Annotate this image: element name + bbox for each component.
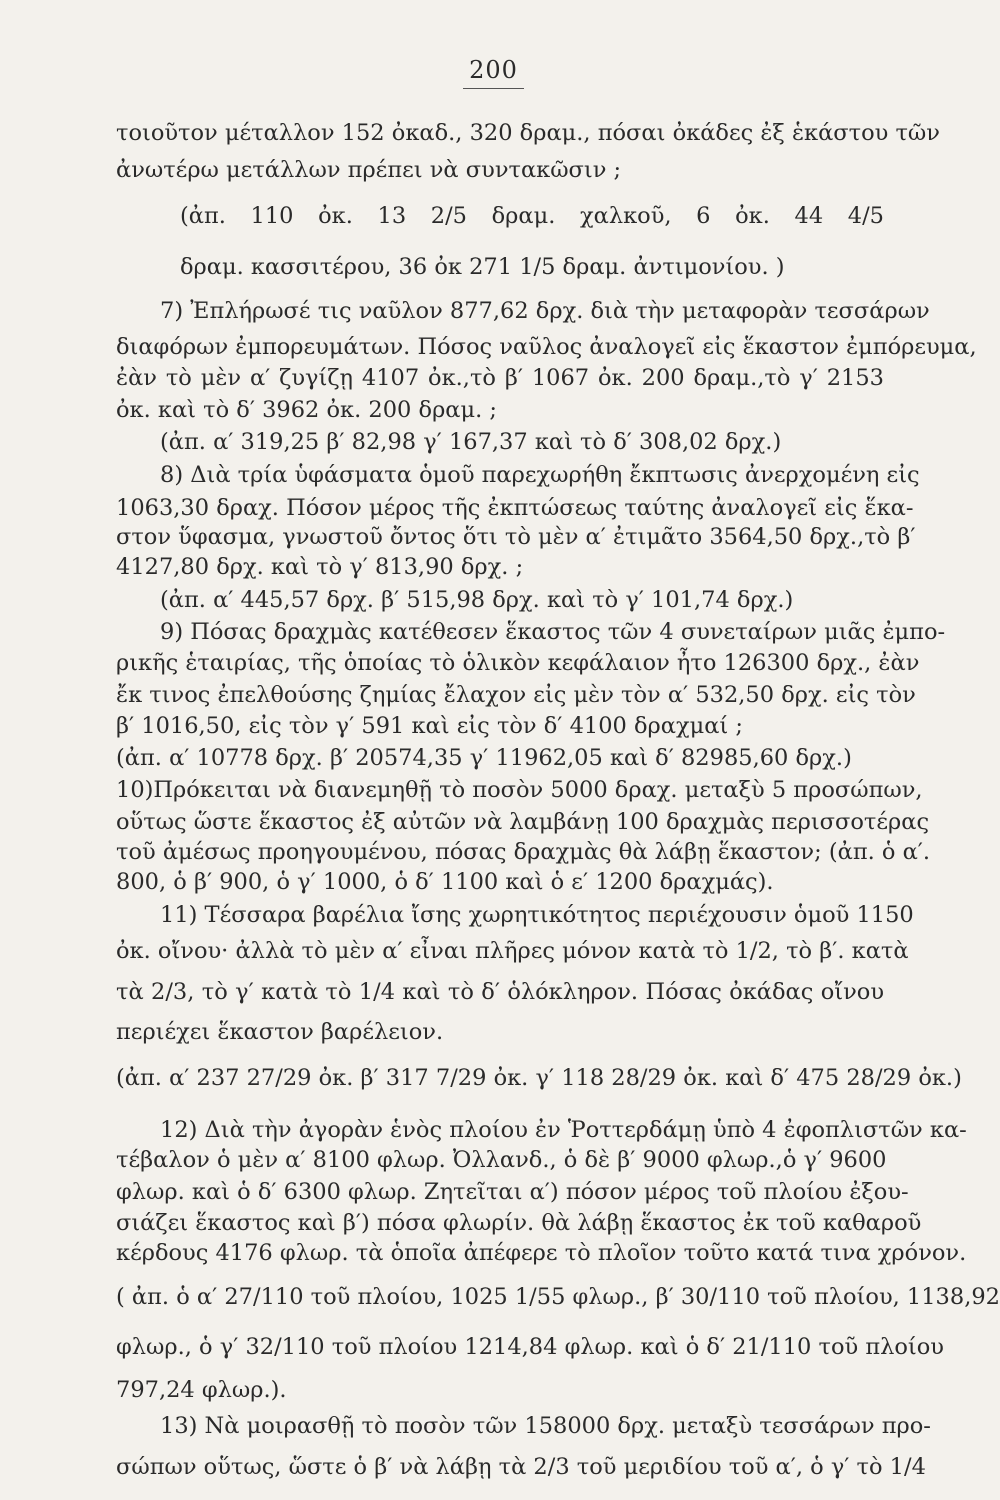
text-line: τέβαλον ὁ μὲν α′ 8100 φλωρ. Ὀλλανδ., ὁ δὲ β′ 9000 φλωρ.,ὁ γ′ 9600 xyxy=(116,1147,887,1173)
text-line: ὀκ. καὶ τὸ δ′ 3962 ὀκ. 200 δραμ. ; xyxy=(116,397,497,423)
text-line: 1063,30 δραχ. Πόσον μέρος τῆς ἐκπτώσεως ταύτης ἀναλογεῖ εἰς ἕκα- xyxy=(116,495,914,521)
problem-line: 9) Πόσας δραχμὰς κατέθεσεν ἕκαστος τῶν 4 συνεταίρων μιᾶς ἐμπο- xyxy=(160,619,946,645)
text-line: τοῦ ἀμέσως προηγουμένου, πόσας δραχμὰς θὰ λάβῃ ἕκαστον; (ἀπ. ὁ α′. xyxy=(116,839,931,865)
text-line: 800, ὁ β′ 900, ὁ γ′ 1000, ὁ δ′ 1100 καὶ ὁ ε′ 1200 δραχμάς). xyxy=(116,869,774,895)
text-line: ἀνωτέρω μετάλλων πρέπει νὰ συντακῶσιν ; xyxy=(116,157,622,183)
text-line: τὰ 2/3, τὸ γ′ κατὰ τὸ 1/4 καὶ τὸ δ′ ὁλόκληρον. Πόσας ὀκάδας οἴνου xyxy=(116,979,884,1005)
text-line: διαφόρων ἐμπορευμάτων. Πόσος ναῦλος ἀναλογεῖ εἰς ἕκαστον ἐμπόρευμα, xyxy=(116,334,977,360)
text-line: 4127,80 δρχ. καὶ τὸ γ′ 813,90 δρχ. ; xyxy=(116,554,524,580)
problem-line: 10)Πρόκειται νὰ διανεμηθῇ τὸ ποσὸν 5000 δραχ. μεταξὺ 5 προσώπων, xyxy=(116,777,923,803)
text-line: φλωρ. καὶ ὁ δ′ 6300 φλωρ. Ζητεῖται α′) πόσον μέρος τοῦ πλοίου ἐξου- xyxy=(116,1179,909,1205)
text-line: στον ὕφασμα, γνωστοῦ ὄντος ὅτι τὸ μὲν α′ ἐτιμᾶτο 3564,50 δρχ.,τὸ β′ xyxy=(116,524,916,550)
problem-line: 13) Νὰ μοιρασθῇ τὸ ποσὸν τῶν 158000 δρχ. μεταξὺ τεσσάρων προ- xyxy=(160,1413,931,1439)
text-line: τοιοῦτον μέταλλον 152 ὀκαδ., 320 δραμ., πόσαι ὀκάδες ἐξ ἑκάστου τῶν xyxy=(116,120,940,146)
answer-line: (ἀπ. α′ 319,25 β′ 82,98 γ′ 167,37 καὶ τὸ δ′ 308,02 δρχ.) xyxy=(160,429,782,455)
text-line: ρικῆς ἑταιρίας, τῆς ὁποίας τὸ ὁλικὸν κεφάλαιον ἦτο 126300 δρχ., ἐὰν xyxy=(116,650,920,676)
text-line: ὀκ. οἴνου· ἀλλὰ τὸ μὲν α′ εἶναι πλῆρες μόνον κατὰ τὸ 1/2, τὸ β′. κατὰ xyxy=(116,938,909,964)
page-number: 200 xyxy=(0,56,987,89)
text-line: περιέχει ἕκαστον βαρέλειον. xyxy=(116,1019,444,1045)
text-line: ἐὰν τὸ μὲν α′ ζυγίζῃ 4107 ὀκ.,τὸ β′ 1067 ὀκ. 200 δραμ.,τὸ γ′ 2153 xyxy=(116,365,884,391)
answer-line: (ἀπ. α′ 445,57 δρχ. β′ 515,98 δρχ. καὶ τὸ γ′ 101,74 δρχ.) xyxy=(160,587,794,613)
answer-line: (ἀπ. α′ 10778 δρχ. β′ 20574,35 γ′ 11962,05 καὶ δ′ 82985,60 δρχ.) xyxy=(116,745,852,771)
answer-line: φλωρ., ὁ γ′ 32/110 τοῦ πλοίου 1214,84 φλωρ. καὶ ὁ δ′ 21/110 τοῦ πλοίου xyxy=(116,1334,944,1360)
answer-line: δραμ. κασσιτέρου, 36 ὀκ 271 1/5 δραμ. ἀντιμονίου. ) xyxy=(180,254,785,280)
problem-line: 7) Ἐπλήρωσέ τις ναῦλον 877,62 δρχ. διὰ τὴν μεταφορὰν τεσσάρων xyxy=(160,298,930,324)
text-line: β′ 1016,50, εἰς τὸν γ′ 591 καὶ εἰς τὸν δ′ 4100 δραχμαί ; xyxy=(116,713,743,739)
problem-line: 12) Διὰ τὴν ἀγορὰν ἑνὸς πλοίου ἐν Ῥοττερδάμῃ ὑπὸ 4 ἐφοπλιστῶν κα- xyxy=(160,1117,967,1143)
answer-line: (ἀπ. 110 ὀκ. 13 2/5 δραμ. χαλκοῦ, 6 ὀκ. 44 4/5 xyxy=(180,203,884,229)
problem-line: 11) Τέσσαρα βαρέλια ἴσης χωρητικότητος περιέχουσιν ὁμοῦ 1150 xyxy=(160,902,914,928)
text-line: σώπων οὕτως, ὥστε ὁ β′ νὰ λάβῃ τὰ 2/3 τοῦ μεριδίου τοῦ α′, ὁ γ′ τὸ 1/4 xyxy=(116,1454,926,1480)
answer-line: ( ἀπ. ὁ α′ 27/110 τοῦ πλοίου, 1025 1/55 φλωρ., β′ 30/110 τοῦ πλοίου, 1138,92 xyxy=(116,1284,1000,1310)
problem-line: 8) Διὰ τρία ὑφάσματα ὁμοῦ παρεχωρήθη ἔκπτωσις ἀνερχομένη εἰς xyxy=(160,462,920,488)
text-line: σιάζει ἕκαστος καὶ β′) πόσα φλωρίν. θὰ λάβῃ ἕκαστος ἐκ τοῦ καθαροῦ xyxy=(116,1210,922,1236)
text-line: κέρδους 4176 φλωρ. τὰ ὁποῖα ἀπέφερε τὸ πλοῖον τοῦτο κατά τινα χρόνον. xyxy=(116,1240,967,1266)
answer-line: (ἀπ. α′ 237 27/29 ὀκ. β′ 317 7/29 ὀκ. γ′ 118 28/29 ὀκ. καὶ δ′ 475 28/29 ὀκ.) xyxy=(116,1065,962,1091)
text-line: ἔκ τινος ἐπελθούσης ζημίας ἔλαχον εἰς μὲν τὸν α′ 532,50 δρχ. εἰς τὸν xyxy=(116,682,916,708)
text-line: οὕτως ὥστε ἕκαστος ἐξ αὐτῶν νὰ λαμβάνῃ 100 δραχμὰς περισσοτέρας xyxy=(116,809,930,835)
answer-line: 797,24 φλωρ.). xyxy=(116,1377,287,1403)
